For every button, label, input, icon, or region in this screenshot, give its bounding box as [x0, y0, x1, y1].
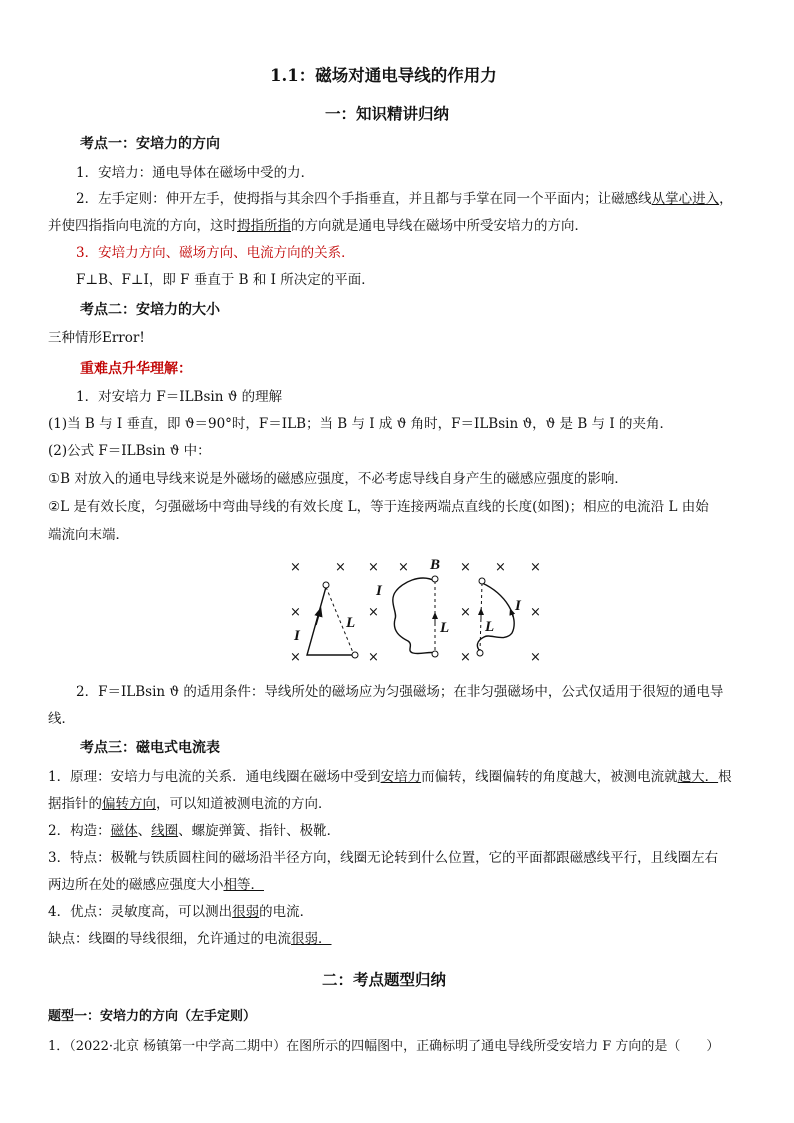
field-cross: × — [460, 650, 471, 665]
label-I: I — [294, 628, 300, 644]
point1-line2: 2．左手定则：伸开左手，使拇指与其余四个手指垂直，并且都与手掌在同一个平面内；让磁感线从掌心进入， — [76, 191, 733, 207]
point2-line9: 线． — [48, 711, 75, 727]
point2-emphasis: 重难点升华理解： — [80, 361, 192, 377]
point3-line7: 缺点：线圈的导线很细，允许通过的电流很弱． — [48, 931, 332, 947]
field-cross: × — [530, 605, 541, 620]
point2-line5: ①B 对放入的通电导线来说是外磁场的磁感应强度，不必考虑导线自身产生的磁感应强度的影响． — [48, 471, 628, 487]
field-cross: × — [495, 560, 506, 575]
field-cross: × — [368, 560, 379, 575]
point2-line2: 1．对安培力 F＝ILBsin ϑ 的理解 — [76, 389, 283, 405]
point1-line3: 并使四指指向电流的方向，这时拇指所指的方向就是通电导线在磁场中所受安培力的方向． — [48, 218, 588, 234]
point3-line3: 2．构造：磁体、线圈、螺旋弹簧、指针、极靴． — [48, 823, 341, 839]
point1-line4: 3．安培力方向、磁场方向、电流方向的关系． — [76, 245, 355, 261]
field-cross: × — [368, 650, 379, 665]
point3-heading: 考点三：磁电式电流表 — [80, 740, 220, 756]
question-type1: 题型一：安培力的方向（左手定则） — [48, 1009, 257, 1024]
field-cross: × — [335, 560, 346, 575]
page-title: 1.1：磁场对通电导线的作用力 — [270, 66, 497, 85]
point2-heading: 考点二：安培力的大小 — [80, 302, 220, 318]
point2-line4: (2)公式 F＝ILBsin ϑ 中： — [48, 443, 211, 459]
question-1: 1．（2022·北京 杨镇第一中学高二期中）在图所示的四幅图中，正确标明了通电导线所受安培力 F 方向的是（ ） — [48, 1039, 720, 1054]
field-cross: × — [398, 560, 409, 575]
label-L: L — [440, 620, 450, 636]
label-B: B — [430, 557, 441, 573]
point2-line1: 三种情形Error! — [48, 330, 145, 346]
field-cross: × — [530, 650, 541, 665]
wire-loop — [477, 578, 522, 656]
label-L: L — [485, 619, 495, 635]
wire-wavy — [375, 557, 449, 657]
field-cross: × — [460, 605, 471, 620]
point3-line5: 两边所在处的磁感应强度大小相等． — [48, 877, 264, 893]
section-heading-knowledge: 一：知识精讲归纳 — [325, 104, 450, 123]
field-cross: × — [290, 560, 301, 575]
point1-line5: F⊥B、F⊥I，即 F 垂直于 B 和 I 所决定的平面． — [76, 272, 375, 288]
field-cross: × — [290, 605, 301, 620]
label-I: I — [376, 583, 382, 599]
field-cross: × — [368, 605, 379, 620]
point2-line6: ②L 是有效长度，匀强磁场中弯曲导线的有效长度 L，等于连接两端点直线的长度(如图)；相应的电流沿 L 由始 — [48, 499, 709, 515]
effective-length-figure — [280, 555, 550, 667]
section-heading-questions: 二：考点题型归纳 — [322, 970, 447, 989]
point3-line2: 据指针的偏转方向，可以知道被测电流的方向． — [48, 796, 332, 812]
point3-line1: 1．原理：安培力与电流的关系．通电线圈在磁场中受到安培力而偏转，线圈偏转的角度越大，被测电流就越大．根 — [48, 769, 732, 785]
field-cross: × — [290, 650, 301, 665]
point2-line7: 端流向末端． — [48, 527, 129, 543]
point3-line4: 3．特点：极靴与铁质圆柱间的磁场沿半径方向，线圈无论转到什么位置，它的平面都跟磁感线平行，且线圈左右 — [48, 850, 719, 866]
field-cross: × — [460, 560, 471, 575]
point2-line3: (1)当 B 与 I 垂直，即 ϑ＝90°时，F＝ILB；当 B 与 I 成 ϑ 角时，F＝ILBsin ϑ，ϑ 是 B 与 I 的夹角． — [48, 416, 673, 432]
field-cross: × — [530, 560, 541, 575]
point3-line6: 4．优点：灵敏度高，可以测出很弱的电流． — [48, 904, 314, 920]
label-I: I — [515, 598, 521, 614]
point1-line1: 1．安培力：通电导体在磁场中受的力． — [76, 165, 315, 181]
wire-triangle — [293, 582, 358, 658]
point1-heading: 考点一：安培力的方向 — [80, 136, 220, 152]
label-L: L — [346, 615, 356, 631]
point2-line8: 2．F＝ILBsin ϑ 的适用条件：导线所处的磁场应为匀强磁场；在非匀强磁场中，公式仅适用于很短的通电导 — [76, 684, 724, 700]
